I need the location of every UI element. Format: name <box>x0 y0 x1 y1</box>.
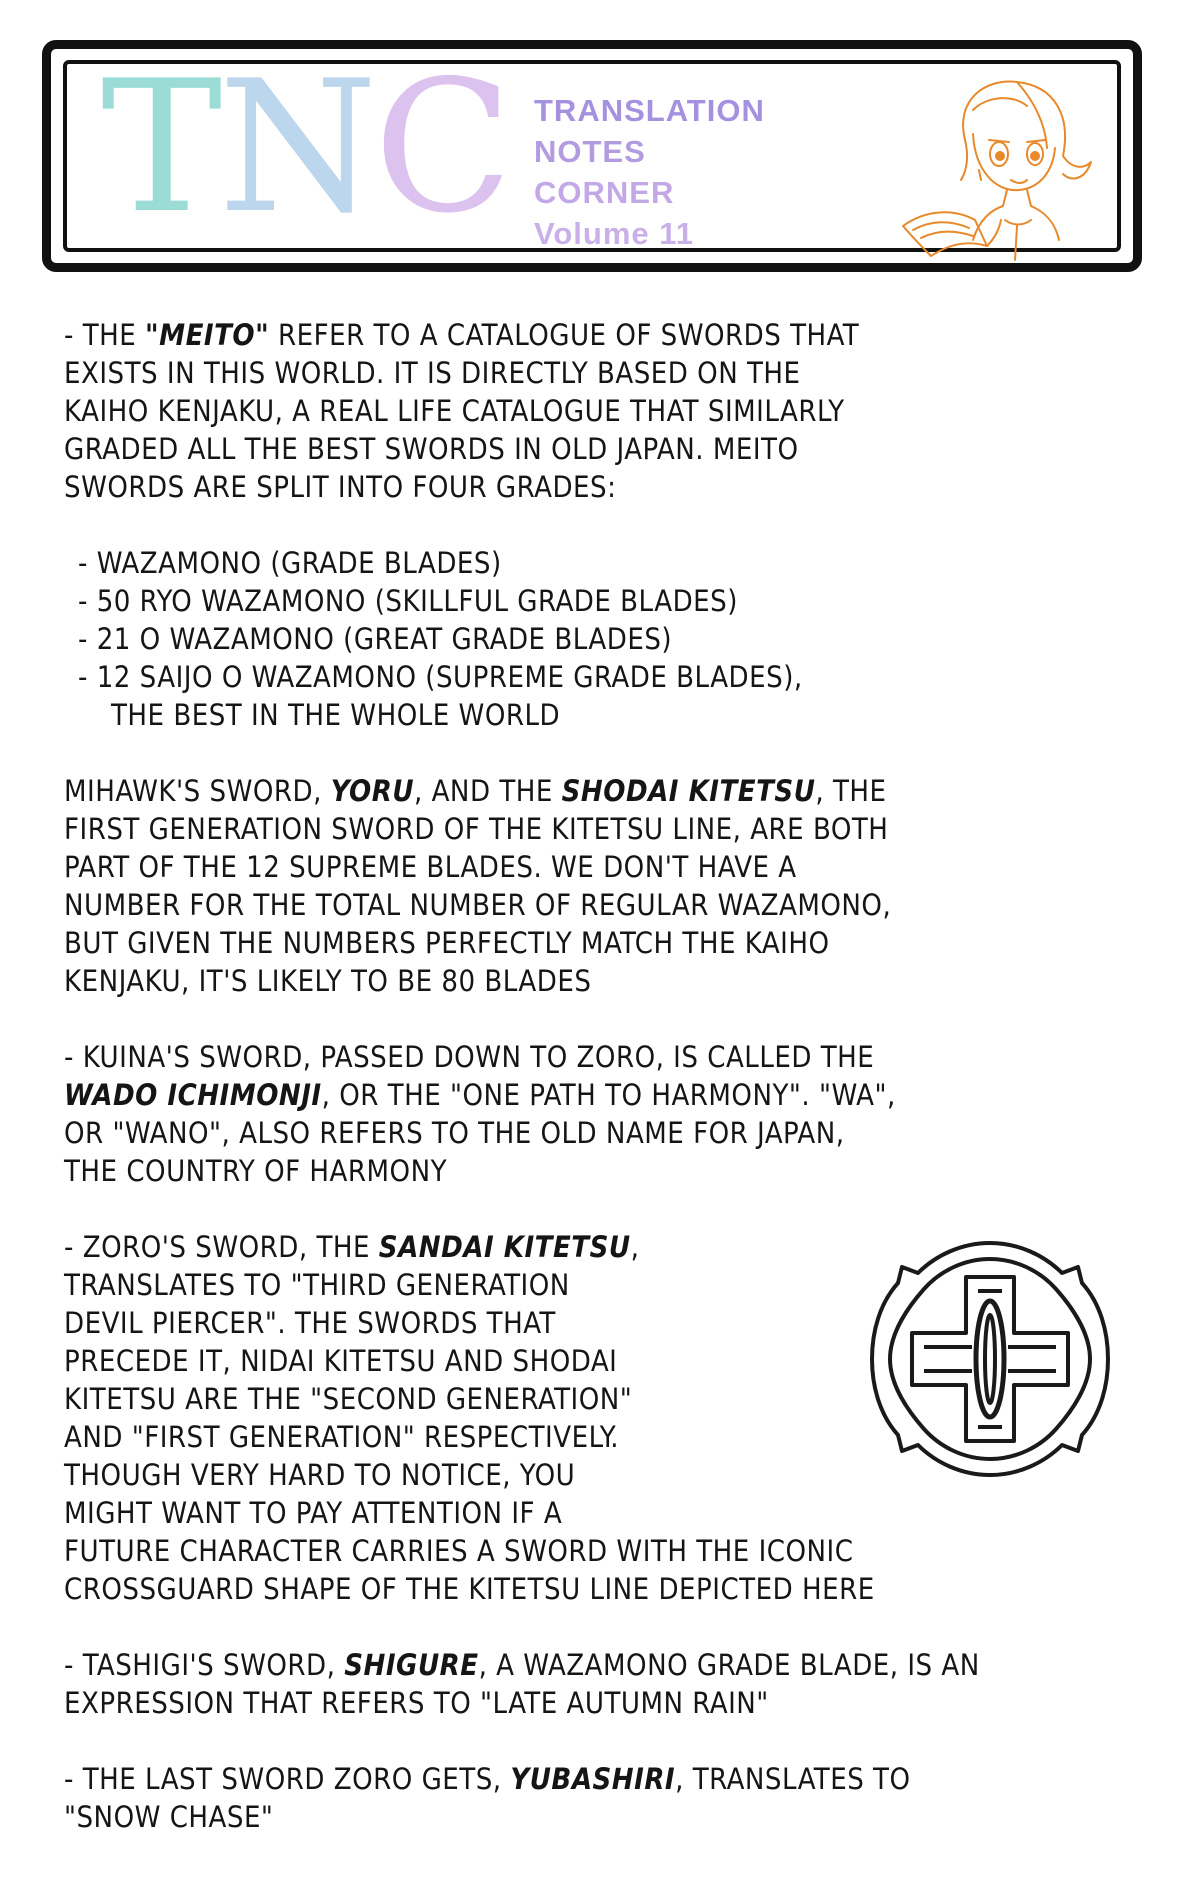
text-line: AND "FIRST GENERATION" RESPECTIVELY. <box>64 1420 620 1454</box>
kuina-second-line <box>64 1076 1159 1114</box>
text-fragment: - ZORO'S SWORD, THE <box>64 1230 379 1264</box>
meito-note <box>64 316 1159 506</box>
shigure-term: SHIGURE <box>344 1648 479 1682</box>
text-fragment: , AND THE <box>414 774 562 808</box>
shodai-kitetsu-term: SHODAI KITETSU <box>561 774 816 808</box>
text-line: NUMBER FOR THE TOTAL NUMBER OF REGULAR WAZAMONO, <box>64 888 892 922</box>
text-line: SWORDS ARE SPLIT INTO FOUR GRADES: <box>64 470 617 504</box>
tashigi-first-line <box>64 1646 1159 1684</box>
tnc-logo <box>101 41 509 253</box>
grades-list <box>78 544 1159 734</box>
grade-item: - 50 RYO WAZAMONO (SKILLFUL GRADE BLADES) <box>78 584 738 618</box>
notes-content <box>64 316 1159 1874</box>
title-line-corner: CORNER <box>534 175 675 210</box>
grade-item: - 12 SAIJO O WAZAMONO (SUPREME GRADE BLADES), <box>78 660 803 694</box>
header-inner-border <box>63 41 1121 253</box>
meito-intro-prefix: - THE <box>64 318 146 352</box>
text-line: BUT GIVEN THE NUMBERS PERFECTLY MATCH THE KAIHO <box>64 926 830 960</box>
kuina-note <box>64 1038 1159 1190</box>
text-line: TRANSLATES TO "THIRD GENERATION <box>64 1268 570 1302</box>
meito-intro-rest: REFER TO A CATALOGUE OF SWORDS THAT <box>269 318 860 352</box>
meito-intro-line <box>64 316 1159 354</box>
title-line-notes: NOTES <box>534 134 646 169</box>
logo-letter-c: C <box>373 41 509 253</box>
text-line: DEVIL PIERCER". THE SWORDS THAT <box>64 1306 556 1340</box>
logo-letter-n: N <box>218 41 374 253</box>
text-fragment: - TASHIGI'S SWORD, <box>64 1648 345 1682</box>
text-line: KITETSU ARE THE "SECOND GENERATION" <box>64 1382 633 1416</box>
text-fragment: , OR THE "ONE PATH TO HARMONY". "WA", <box>321 1078 896 1112</box>
text-line: PART OF THE 12 SUPREME BLADES. WE DON'T HAVE A <box>64 850 797 884</box>
text-line: KENJAKU, IT'S LIKELY TO BE 80 BLADES <box>64 964 592 998</box>
text-line: KAIHO KENJAKU, A REAL LIFE CATALOGUE THAT SIMILARLY <box>64 394 845 428</box>
text-line: GRADED ALL THE BEST SWORDS IN OLD JAPAN. MEITO <box>64 432 799 466</box>
yoru-term: YORU <box>330 774 415 808</box>
text-fragment: , TRANSLATES TO <box>675 1762 911 1796</box>
text-line: "SNOW CHASE" <box>64 1800 274 1834</box>
text-line: PRECEDE IT, NIDAI KITETSU AND SHODAI <box>64 1344 618 1378</box>
text-line: FUTURE CHARACTER CARRIES A SWORD WITH THE ICONIC <box>64 1534 854 1568</box>
yubashiri-first-line <box>64 1760 1159 1798</box>
text-fragment: , <box>630 1230 640 1264</box>
reading-girl-illustration <box>895 70 1101 262</box>
header-title <box>534 90 765 254</box>
yubashiri-note <box>64 1760 1159 1836</box>
text-line: CROSSGUARD SHAPE OF THE KITETSU LINE DEPICTED HERE <box>64 1572 875 1606</box>
text-line: EXPRESSION THAT REFERS TO "LATE AUTUMN RAIN" <box>64 1686 769 1720</box>
kitetsu-crossguard-illustration <box>868 1237 1112 1481</box>
sandai-kitetsu-term: SANDAI KITETSU <box>378 1230 631 1264</box>
tashigi-note <box>64 1646 1159 1722</box>
text-line: MIGHT WANT TO PAY ATTENTION IF A <box>64 1496 563 1530</box>
text-fragment: MIHAWK'S SWORD, <box>64 774 331 808</box>
text-line: THE COUNTRY OF HARMONY <box>64 1154 448 1188</box>
wado-ichimonji-term: WADO ICHIMONJI <box>64 1078 322 1112</box>
text-line: OR "WANO", ALSO REFERS TO THE OLD NAME FOR JAPAN, <box>64 1116 845 1150</box>
text-fragment: , THE <box>815 774 887 808</box>
grade-item-continuation: THE BEST IN THE WHOLE WORLD <box>111 698 561 732</box>
logo-letter-t: T <box>101 41 219 253</box>
meito-term: "MEITO" <box>145 318 270 352</box>
volume-label: Volume 11 <box>534 216 695 251</box>
text-fragment: - THE LAST SWORD ZORO GETS, <box>64 1762 511 1796</box>
grade-item: - WAZAMONO (GRADE BLADES) <box>78 546 502 580</box>
text-fragment: , A WAZAMONO GRADE BLADE, IS AN <box>478 1648 980 1682</box>
text-line: EXISTS IN THIS WORLD. IT IS DIRECTLY BASED ON THE <box>64 356 801 390</box>
mihawk-note <box>64 772 1159 1000</box>
text-line: FIRST GENERATION SWORD OF THE KITETSU LINE, ARE BOTH <box>64 812 889 846</box>
title-line-translation: TRANSLATION <box>534 93 765 128</box>
header-banner <box>42 40 1142 272</box>
text-line: THOUGH VERY HARD TO NOTICE, YOU <box>64 1458 576 1492</box>
mihawk-first-line <box>64 772 1159 810</box>
grade-item: - 21 O WAZAMONO (GREAT GRADE BLADES) <box>78 622 673 656</box>
text-line: - KUINA'S SWORD, PASSED DOWN TO ZORO, IS CALLED THE <box>64 1040 875 1074</box>
yubashiri-term: YUBASHIRI <box>510 1762 676 1796</box>
